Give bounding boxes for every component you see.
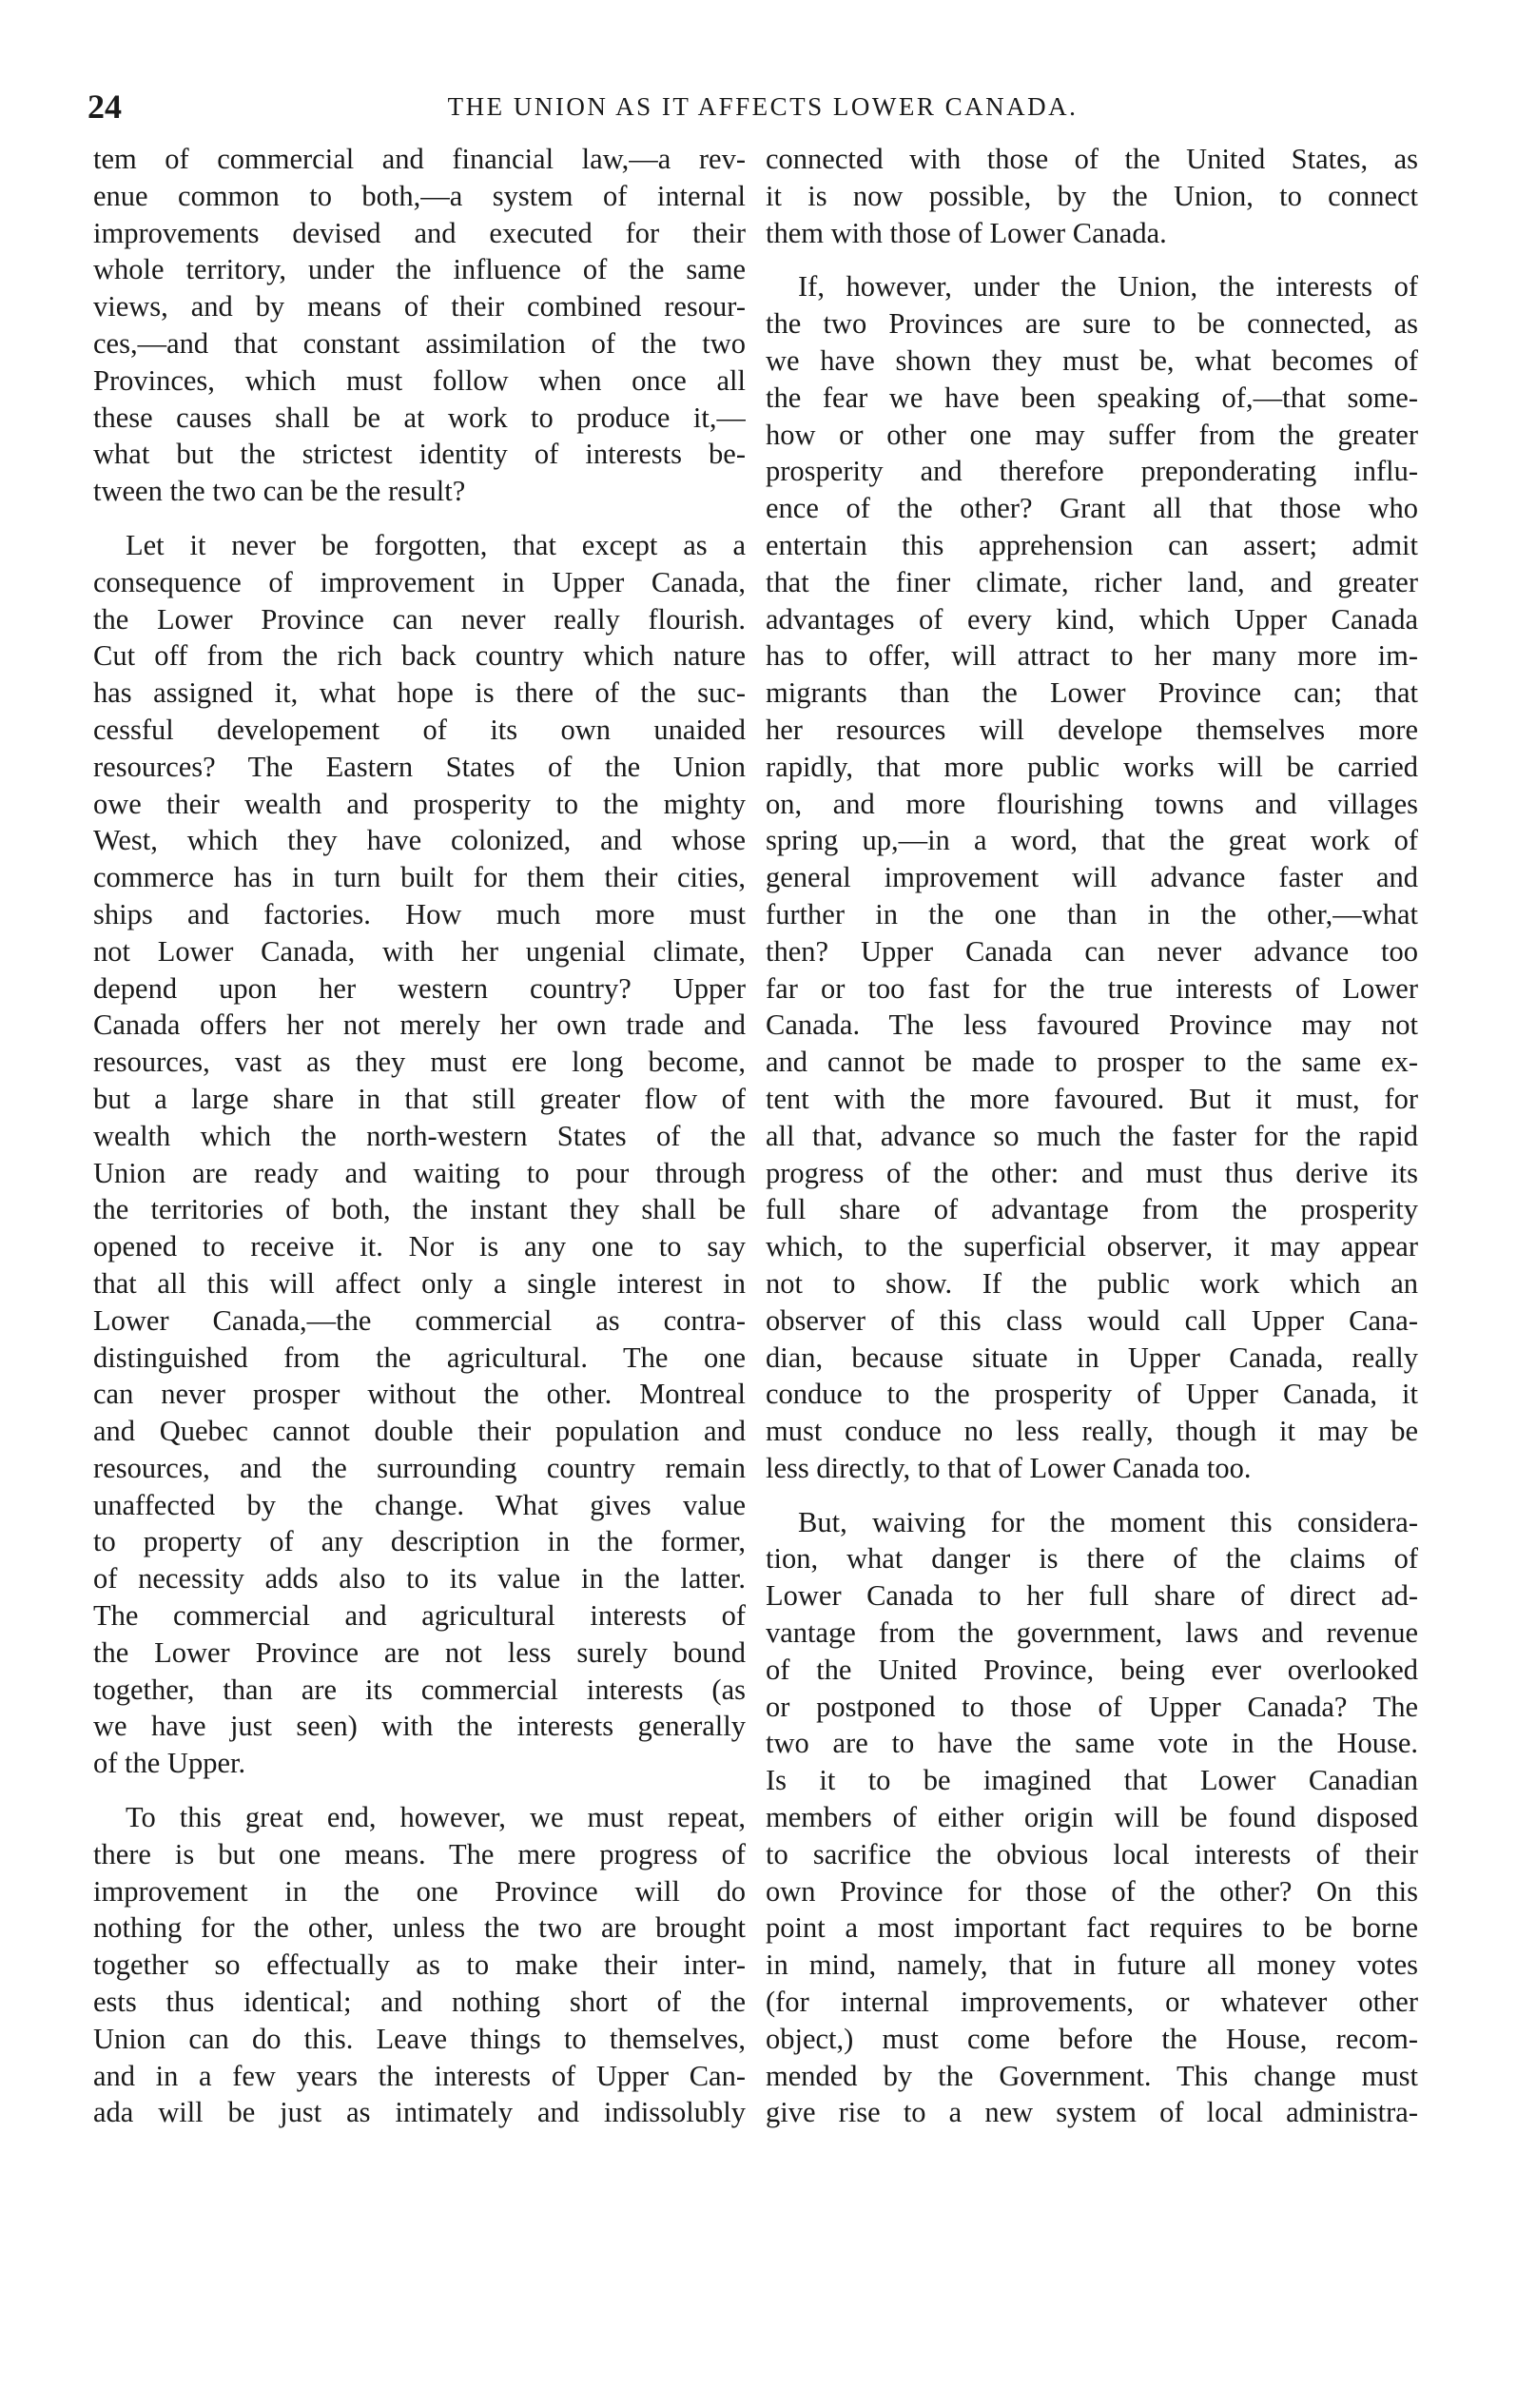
text-line: whole territory, under the influence of the same [93, 253, 746, 286]
left-column [93, 141, 746, 2131]
text-line: ests thus identical; and nothing short of the [93, 1986, 746, 2019]
text-line: unaffected by the change. What gives value [93, 1488, 746, 1521]
text-line: the Lower Province can never really flourish. [93, 602, 746, 636]
text-line: full share of advantage from the prosperity [766, 1193, 1418, 1226]
text-line: members of either origin will be found disposed [766, 1801, 1418, 1834]
text-line: in mind, namely, that in future all money votes [766, 1948, 1418, 1982]
paragraph-gap [93, 510, 746, 527]
text-line: them with those of Lower Canada. [766, 216, 1167, 249]
text-line: entertain this apprehension can assert; admit [766, 528, 1418, 561]
text-line: ada will be just as intimately and indissolubly [93, 2096, 746, 2129]
text-line: improvements devised and executed for their [93, 216, 746, 249]
text-line: rapidly, that more public works will be carried [766, 750, 1418, 783]
text-line: we have just seen) with the interests generally [93, 1710, 746, 1743]
text-line: the fear we have been speaking of,—that some- [766, 381, 1418, 414]
text-line: give rise to a new system of local administra- [766, 2096, 1418, 2129]
text-line: prosperity and therefore preponderating influ- [766, 455, 1418, 488]
paragraph [93, 1799, 746, 2131]
page-header [88, 84, 1438, 129]
text-line: connected with those of the United States, as [766, 143, 1418, 175]
right-column [766, 141, 1418, 2131]
text-line: West, which they have colonized, and whose [93, 824, 746, 857]
text-line: observer of this class would call Upper Cana- [766, 1303, 1418, 1337]
text-line: resources, vast as they must ere long become, [93, 1046, 746, 1079]
text-line: To this great end, however, we must repeat, [126, 1801, 746, 1834]
text-line: which, to the superficial observer, it may appear [766, 1230, 1418, 1263]
text-line: views, and by means of their combined resour- [93, 290, 746, 323]
paragraph [766, 1504, 1418, 2132]
paragraph [93, 141, 746, 510]
text-line: then? Upper Canada can never advance too [766, 934, 1418, 968]
text-line: these causes shall be at work to produce it,— [93, 401, 746, 434]
text-line: If, however, under the Union, the interests of [798, 270, 1418, 303]
text-line: nothing for the other, unless the two are brought [93, 1911, 746, 1945]
text-line: conduce to the prosperity of Upper Canada, it [766, 1378, 1418, 1411]
text-line: migrants than the Lower Province can; that [766, 676, 1418, 710]
text-line: spring up,—in a word, that the great work of [766, 824, 1418, 857]
text-line: distinguished from the agricultural. The one [93, 1341, 746, 1374]
text-line: we have shown they must be, what becomes of [766, 343, 1418, 377]
running-title: THE UNION AS IT AFFECTS LOWER CANADA. [447, 92, 1079, 121]
text-line: together so effectually as to make their inter- [93, 1948, 746, 1982]
paragraph [93, 527, 746, 1782]
page-number: 24 [88, 88, 122, 126]
text-line: cessful developement of its own unaided [93, 713, 746, 746]
text-line: enue common to both,—a system of internal [93, 179, 746, 212]
text-line: of necessity adds also to its value in the latter. [93, 1562, 746, 1596]
text-line: resources? The Eastern States of the Union [93, 750, 746, 783]
text-line: it is now possible, by the Union, to connect [766, 179, 1418, 212]
text-line: ces,—and that constant assimilation of the two [93, 326, 746, 360]
text-line: and cannot be made to prosper to the same ex- [766, 1046, 1418, 1079]
text-line: the Lower Province are not less surely bound [93, 1635, 746, 1669]
text-line: two are to have the same vote in the House. [766, 1727, 1418, 1760]
text-line: together, than are its commercial interests (as [93, 1673, 746, 1706]
text-line: Canada. The less favoured Province may not [766, 1008, 1418, 1042]
text-line: mended by the Government. This change must [766, 2059, 1418, 2092]
text-line: has to offer, will attract to her many more im- [766, 639, 1418, 673]
text-line: the territories of both, the instant they shall be [93, 1193, 746, 1226]
text-line: own Province for those of the other? On this [766, 1874, 1418, 1908]
text-line: of the United Province, being ever overlooked [766, 1653, 1418, 1686]
text-line: Provinces, which must follow when once all [93, 363, 746, 397]
text-line: progress of the other: and must thus derive its [766, 1156, 1418, 1189]
text-line: must conduce no less really, though it may be [766, 1415, 1418, 1448]
text-line: Canada offers her not merely her own trade and [93, 1008, 746, 1042]
text-line: that the finer climate, richer land, and greater [766, 565, 1418, 598]
text-line: Lower Canada,—the commercial as contra- [93, 1303, 746, 1337]
text-line: commerce has in turn built for them their cities, [93, 861, 746, 894]
text-line: opened to receive it. Nor is any one to say [93, 1230, 746, 1263]
text-line: Cut off from the rich back country which nature [93, 639, 746, 673]
text-line: wealth which the north-western States of the [93, 1119, 746, 1152]
paragraph [766, 268, 1418, 1486]
text-line: all that, advance so much the faster for the rapid [766, 1119, 1418, 1152]
text-line: ence of the other? Grant all that those who [766, 492, 1418, 525]
text-line: Union can do this. Leave things to themselves, [93, 2022, 746, 2055]
text-line: point a most important fact requires to be borne [766, 1911, 1418, 1945]
paragraph [766, 141, 1418, 251]
text-line: advantages of every kind, which Upper Canada [766, 602, 1418, 636]
text-line: vantage from the government, laws and revenue [766, 1616, 1418, 1650]
text-line: resources, and the surrounding country remain [93, 1451, 746, 1484]
text-line: owe their wealth and prosperity to the mighty [93, 787, 746, 820]
text-line: improvement in the one Province will do [93, 1874, 746, 1908]
text-line: Is it to be imagined that Lower Canadian [766, 1764, 1418, 1797]
text-line: tion, what danger is there of the claims of [766, 1542, 1418, 1576]
text-line: The commercial and agricultural interests of [93, 1599, 746, 1633]
text-line: on, and more flourishing towns and villages [766, 787, 1418, 820]
text-line: her resources will develope themselves more [766, 713, 1418, 746]
text-line: tent with the more favoured. But it must, for [766, 1082, 1418, 1115]
text-line: Lower Canada to her full share of direct ad- [766, 1579, 1418, 1613]
text-line: general improvement will advance faster and [766, 861, 1418, 894]
text-line: ships and factories. How much more must [93, 897, 746, 930]
text-line: Union are ready and waiting to pour through [93, 1156, 746, 1189]
text-line: (for internal improvements, or whatever other [766, 1986, 1418, 2019]
text-line: tween the two can be the result? [93, 475, 466, 508]
text-line: and Quebec cannot double their population and [93, 1415, 746, 1448]
paragraph-gap [766, 1487, 1418, 1504]
paragraph-gap [93, 1782, 746, 1799]
text-line: or postponed to those of Upper Canada? The [766, 1690, 1418, 1723]
text-line: what but the strictest identity of interests be- [93, 438, 746, 471]
text-line: less directly, to that of Lower Canada too. [766, 1451, 1252, 1484]
text-line: but a large share in that still greater flow of [93, 1082, 746, 1115]
text-line: to sacrifice the obvious local interests of their [766, 1837, 1418, 1870]
text-line: tem of commercial and financial law,—a rev- [93, 143, 746, 175]
text-line: far or too fast for the true interests of Lower [766, 971, 1418, 1005]
text-line: Let it never be forgotten, that except as a [126, 528, 746, 561]
text-line: the two Provinces are sure to be connected, as [766, 307, 1418, 341]
text-line: not Lower Canada, with her ungenial climate, [93, 934, 746, 968]
text-line: has assigned it, what hope is there of the suc- [93, 676, 746, 710]
text-line: and in a few years the interests of Upper Can- [93, 2059, 746, 2092]
text-line: that all this will affect only a single interest in [93, 1266, 746, 1300]
text-line: depend upon her western country? Upper [93, 971, 746, 1005]
text-line: there is but one means. The mere progress of [93, 1837, 746, 1870]
text-line: not to show. If the public work which an [766, 1266, 1418, 1300]
text-line: But, waiving for the moment this considera- [798, 1505, 1418, 1538]
text-line: further in the one than in the other,—what [766, 897, 1418, 930]
text-line: consequence of improvement in Upper Canada, [93, 565, 746, 598]
text-line: object,) must come before the House, recom- [766, 2022, 1418, 2055]
text-line: to property of any description in the former, [93, 1525, 746, 1558]
text-line: dian, because situate in Upper Canada, really [766, 1341, 1418, 1374]
text-line: of the Upper. [93, 1747, 246, 1780]
text-line: can never prosper without the other. Montreal [93, 1378, 746, 1411]
text-line: how or other one may suffer from the greater [766, 418, 1418, 451]
paragraph-gap [766, 251, 1418, 268]
